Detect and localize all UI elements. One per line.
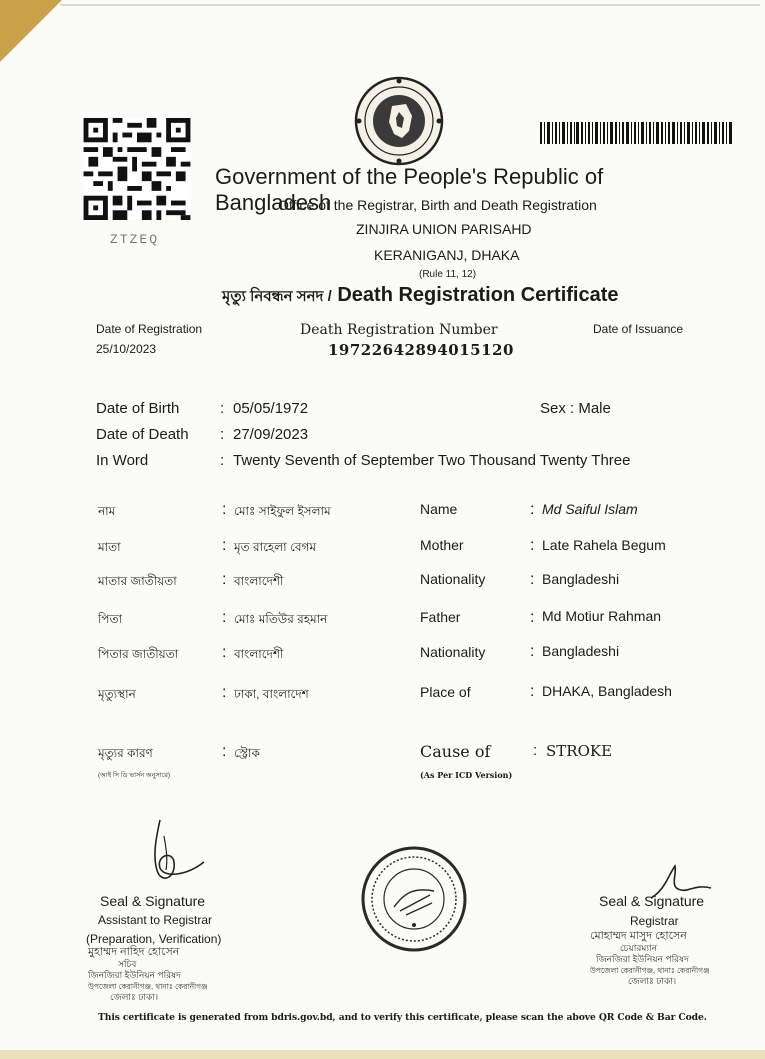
registrar-role: Registrar: [630, 914, 679, 928]
father-nationality-label: Nationality: [420, 644, 486, 660]
mother-label: Mother: [420, 537, 464, 553]
assistant-note: (Preparation, Verification): [86, 932, 222, 946]
father-value: Md Motiur Rahman: [542, 608, 662, 624]
cause-bn-label: মৃত্যুর কারণ: [98, 746, 153, 760]
registrar-district-bn: জেলাঃ ঢাকা।: [628, 976, 677, 986]
mother-colon: :: [530, 537, 535, 554]
registrar-designation-bn: চেয়ারম্যান: [620, 943, 657, 953]
assistant-name-bn: মুহাম্মদ নাহিদ হোসেন: [88, 946, 180, 958]
folded-corner: [0, 0, 62, 62]
place-of-death-bn-label: মৃত্যুস্থান: [98, 687, 136, 701]
assistant-seal-title: Seal & Signature: [100, 893, 206, 909]
rule-reference: (Rule 11, 12): [419, 269, 477, 280]
registrar-name-bn: মোহাম্মদ মাসুদ হোসেন: [590, 930, 687, 942]
mother-nationality-bn-value: বাংলাদেশী: [234, 574, 284, 588]
registration-number-value: 19722642894015120: [328, 341, 514, 359]
union-parishad-stamp-icon: [360, 845, 468, 953]
father-nationality-bn-value: বাংলাদেশী: [234, 647, 284, 661]
date-of-registration-value: 25/10/2023: [96, 342, 157, 356]
dob-colon: :: [220, 400, 225, 417]
registrar-upazila-bn: উপজেলা কেরানীগঞ্জ, থানাঃ কেরানীগঞ্জ: [590, 966, 710, 975]
father-nationality-bn-colon: :: [222, 644, 227, 661]
assistant-designation-bn: সচিব: [118, 959, 137, 969]
barcode-icon[interactable]: [540, 122, 732, 144]
father-nationality-colon: :: [530, 643, 535, 660]
assistant-role: Assistant to Registrar: [98, 913, 213, 927]
certificate-title-en: Death Registration Certificate: [331, 284, 619, 306]
place-of-death-colon: :: [530, 683, 535, 700]
inword-label: In Word: [96, 452, 149, 469]
name-bn-colon: :: [222, 501, 227, 518]
dod-colon: :: [220, 426, 225, 443]
place-of-death-value: DHAKA, Bangladesh: [542, 683, 672, 699]
father-colon: :: [530, 609, 535, 626]
assistant-upazila-bn: উপজেলা কেরানীগঞ্জ, থানাঃ কেরানীগঞ্জ: [88, 982, 208, 991]
sex-value: Sex : Male: [540, 400, 611, 417]
bottom-band: [0, 1050, 765, 1059]
registrar-union-bn: জিনজিরা ইউনিয়ন পরিষদ: [596, 954, 689, 964]
registrar-seal-text: [590, 930, 740, 987]
name-value: Md Saiful Islam: [542, 501, 638, 517]
union-name: ZINJIRA UNION PARISAHD: [356, 221, 532, 237]
cause-label: Cause of: [420, 742, 491, 761]
mother-nationality-bn-colon: :: [222, 571, 227, 588]
inword-colon: :: [220, 452, 225, 469]
assistant-seal-text: [88, 946, 248, 1003]
name-bn-label: নাম: [98, 504, 116, 518]
government-title: Government of the People's Republic of Bangladesh: [215, 164, 604, 215]
name-label: Name: [420, 501, 458, 517]
cause-bn-note: (আই সি ডি ভার্সন অনুসারে): [98, 772, 171, 779]
mother-nationality-label: Nationality: [420, 571, 486, 587]
name-colon: :: [530, 501, 535, 518]
mother-nationality-colon: :: [530, 571, 535, 588]
certificate-title-bn: মৃত্যু নিবন্ধন সনদ /: [222, 288, 332, 305]
verification-footer: This certificate is generated from bdris.gov.bd, and to verify this certificate, please scan the above QR Code & Bar Code.: [98, 1012, 707, 1023]
registration-number-label: Death Registration Number: [300, 322, 498, 338]
dod-value: 27/09/2023: [233, 426, 309, 443]
assistant-signature-icon: [146, 818, 206, 888]
name-bn-value: মোঃ সাইফুল ইসলাম: [234, 504, 331, 518]
father-bn-colon: :: [222, 609, 227, 626]
father-bn-value: মোঃ মতিউর রহমান: [234, 612, 328, 626]
cause-value: STROKE: [546, 742, 613, 760]
mother-bn-value: মৃত রাহেলা বেগম: [234, 540, 317, 554]
place-of-death-bn-colon: :: [222, 684, 227, 701]
dod-label: Date of Death: [96, 426, 189, 443]
dob-value: 05/05/1972: [233, 400, 309, 417]
inword-value: Twenty Seventh of September Two Thousand Twenty Three: [233, 452, 631, 469]
top-border: [60, 4, 760, 6]
cause-bn-value: স্ট্রোক: [234, 746, 260, 760]
mother-bn-label: মাতা: [98, 540, 121, 554]
cause-colon: :: [533, 742, 538, 759]
office-title: Office of the Registrar, Birth and Death Registration: [278, 197, 597, 213]
place-of-death-bn-value: ঢাকা, বাংলাদেশ: [234, 687, 309, 701]
father-bn-label: পিতা: [98, 612, 123, 626]
cause-note: (As Per ICD Version): [420, 770, 513, 780]
mother-nationality-bn-label: মাতার জাতীয়তা: [98, 574, 177, 588]
registrar-seal-title: Seal & Signature: [599, 893, 705, 909]
dob-label: Date of Birth: [96, 400, 180, 417]
father-nationality-bn-label: পিতার জাতীয়তা: [98, 647, 179, 661]
assistant-union-bn: জিনজিরা ইউনিয়ন পরিষদ: [88, 970, 181, 980]
government-seal-icon: [354, 76, 444, 166]
father-nationality-value: Bangladeshi: [542, 643, 620, 659]
place-name: KERANIGANJ, DHAKA: [374, 247, 520, 263]
qr-caption: ZTZEQ: [110, 232, 160, 247]
place-of-death-label: Place of: [420, 684, 471, 700]
mother-nationality-value: Bangladeshi: [542, 571, 620, 587]
cause-bn-colon: :: [222, 743, 227, 760]
mother-value: Late Rahela Begum: [542, 537, 666, 553]
father-label: Father: [420, 609, 461, 625]
date-of-registration-label: Date of Registration: [96, 322, 203, 336]
assistant-district-bn: জেলাঃ ঢাকা।: [110, 992, 159, 1002]
qr-code-icon[interactable]: [82, 118, 192, 220]
mother-bn-colon: :: [222, 537, 227, 554]
certificate-title: [222, 284, 619, 310]
date-of-issuance-label: Date of Issuance: [593, 322, 684, 336]
